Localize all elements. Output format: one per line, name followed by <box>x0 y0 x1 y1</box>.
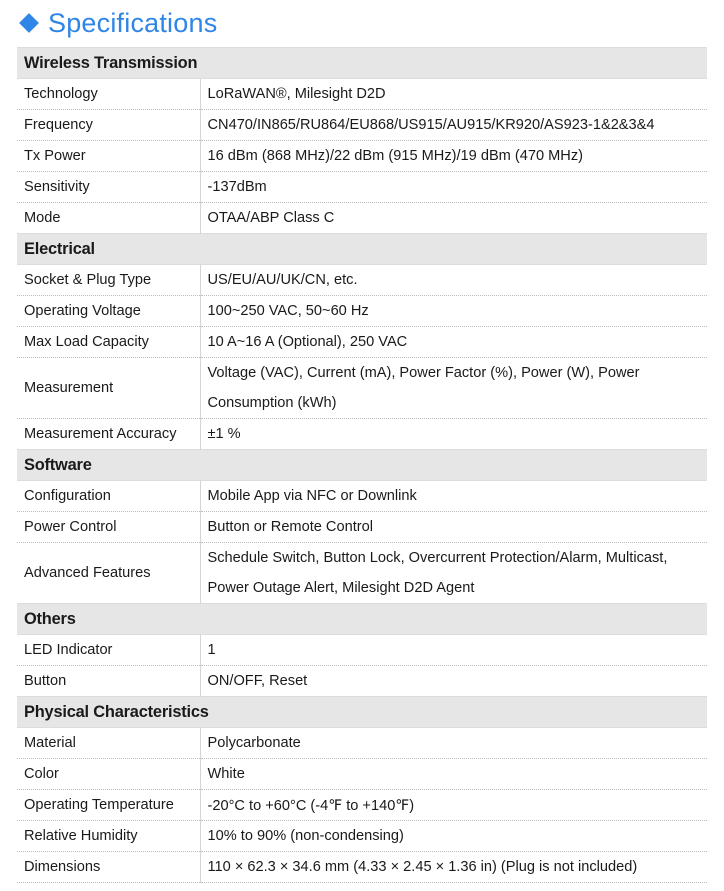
spec-label: Measurement <box>17 358 200 419</box>
page-title <box>18 4 217 42</box>
specifications-table <box>17 47 707 883</box>
spec-label: Advanced Features <box>17 543 200 604</box>
spec-row-operating-voltage <box>17 296 707 327</box>
spec-row-button <box>17 666 707 697</box>
section-header-electrical <box>17 234 707 265</box>
spec-row-socket-plug-type <box>17 265 707 296</box>
spec-value: ±1 % <box>200 419 707 450</box>
spec-value: LoRaWAN®, Milesight D2D <box>200 79 707 110</box>
spec-value: -20°C to +60°C (-4℉ to +140℉) <box>200 790 707 821</box>
spec-row-sensitivity <box>17 172 707 203</box>
spec-value: 100~250 VAC, 50~60 Hz <box>200 296 707 327</box>
spec-row-max-load-capacity <box>17 327 707 358</box>
spec-label: Mode <box>17 203 200 234</box>
spec-label: Button <box>17 666 200 697</box>
diamond-icon <box>19 13 39 33</box>
spec-row-dimensions <box>17 852 707 883</box>
section-header-software <box>17 450 707 481</box>
spec-row-configuration <box>17 481 707 512</box>
section-title: Electrical <box>17 234 707 265</box>
spec-value: 1 <box>200 635 707 666</box>
spec-label: Configuration <box>17 481 200 512</box>
spec-row-frequency <box>17 110 707 141</box>
section-header-physical-characteristics <box>17 697 707 728</box>
spec-label: Measurement Accuracy <box>17 419 200 450</box>
spec-label: LED Indicator <box>17 635 200 666</box>
section-title: Software <box>17 450 707 481</box>
spec-row-power-control <box>17 512 707 543</box>
spec-row-operating-temperature <box>17 790 707 821</box>
spec-row-led-indicator <box>17 635 707 666</box>
spec-label: Technology <box>17 79 200 110</box>
spec-row-mode <box>17 203 707 234</box>
spec-row-color <box>17 759 707 790</box>
spec-value: -137dBm <box>200 172 707 203</box>
spec-value: OTAA/ABP Class C <box>200 203 707 234</box>
spec-label: Operating Temperature <box>17 790 200 821</box>
section-header-wireless-transmission <box>17 48 707 79</box>
section-title: Wireless Transmission <box>17 48 707 79</box>
spec-value: 10 A~16 A (Optional), 250 VAC <box>200 327 707 358</box>
spec-value: 16 dBm (868 MHz)/22 dBm (915 MHz)/19 dBm (470 MHz) <box>200 141 707 172</box>
section-title: Physical Characteristics <box>17 697 707 728</box>
spec-row-measurement <box>17 358 707 419</box>
spec-value: US/EU/AU/UK/CN, etc. <box>200 265 707 296</box>
spec-row-material <box>17 728 707 759</box>
spec-value: Voltage (VAC), Current (mA), Power Factor (%), Power (W), Power Consumption (kWh) <box>200 358 707 419</box>
spec-row-technology <box>17 79 707 110</box>
spec-value: Schedule Switch, Button Lock, Overcurrent Protection/Alarm, Multicast, Power Outage Alert, Milesight D2D Agent <box>200 543 707 604</box>
spec-label: Material <box>17 728 200 759</box>
spec-label: Color <box>17 759 200 790</box>
spec-value: Mobile App via NFC or Downlink <box>200 481 707 512</box>
spec-value: White <box>200 759 707 790</box>
spec-value: 110 × 62.3 × 34.6 mm (4.33 × 2.45 × 1.36 in) (Plug is not included) <box>200 852 707 883</box>
spec-label: Sensitivity <box>17 172 200 203</box>
spec-label: Frequency <box>17 110 200 141</box>
section-header-others <box>17 604 707 635</box>
page-title-text: Specifications <box>48 7 218 38</box>
spec-value: ON/OFF, Reset <box>200 666 707 697</box>
spec-value: Button or Remote Control <box>200 512 707 543</box>
spec-value: 10% to 90% (non-condensing) <box>200 821 707 852</box>
section-title: Others <box>17 604 707 635</box>
spec-value: Polycarbonate <box>200 728 707 759</box>
spec-label: Socket & Plug Type <box>17 265 200 296</box>
spec-label: Tx Power <box>17 141 200 172</box>
spec-row-relative-humidity <box>17 821 707 852</box>
spec-label: Max Load Capacity <box>17 327 200 358</box>
spec-row-measurement-accuracy <box>17 419 707 450</box>
spec-label: Dimensions <box>17 852 200 883</box>
spec-value: CN470/IN865/RU864/EU868/US915/AU915/KR920/AS923-1&2&3&4 <box>200 110 707 141</box>
spec-label: Relative Humidity <box>17 821 200 852</box>
spec-row-tx-power <box>17 141 707 172</box>
spec-label: Operating Voltage <box>17 296 200 327</box>
spec-row-advanced-features <box>17 543 707 604</box>
spec-label: Power Control <box>17 512 200 543</box>
